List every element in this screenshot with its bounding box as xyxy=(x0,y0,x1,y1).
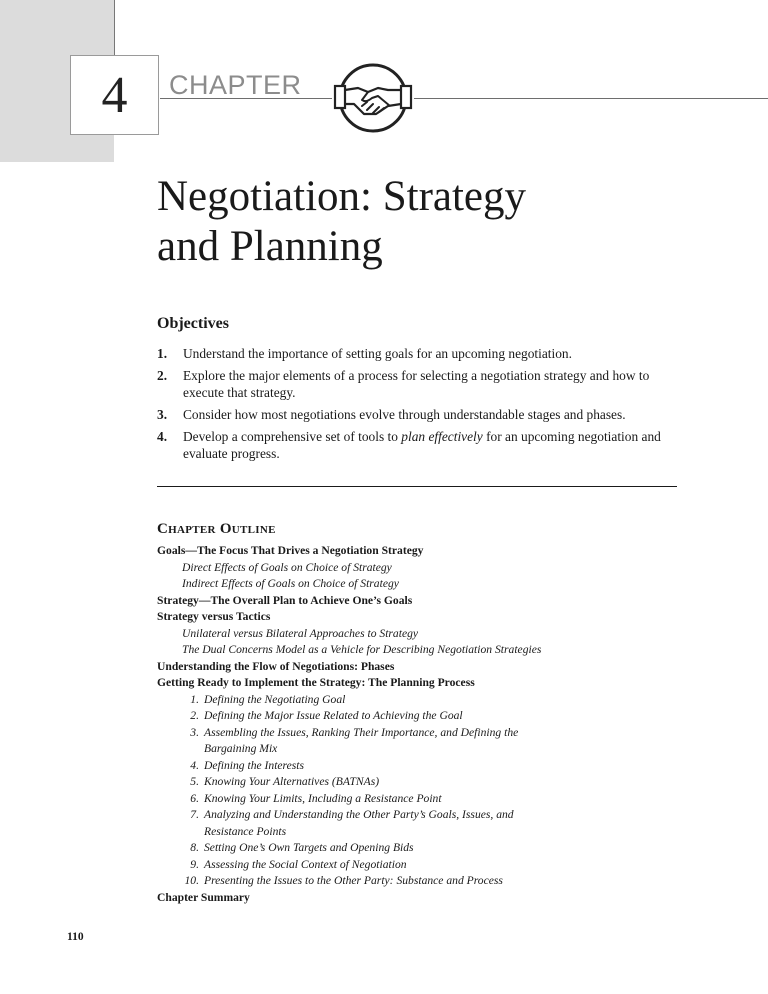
outline-item-number: 8. xyxy=(190,841,199,854)
chapter-number-box xyxy=(70,55,159,135)
outline-numbered-item xyxy=(157,692,717,709)
objective-text: Consider how most negotiations evolve through understandable stages and phases. xyxy=(183,407,626,422)
outline-item-text: Knowing Your Limits, Including a Resistance Point xyxy=(204,791,442,805)
objective-number: 1. xyxy=(157,346,168,361)
handshake-icon xyxy=(332,62,414,134)
outline-numbered-item xyxy=(157,807,717,840)
objective-text-part: Develop a comprehensive set of tools to xyxy=(183,429,402,444)
objective-number: 4. xyxy=(157,429,168,444)
chapter-title-line-2: and Planning xyxy=(157,223,383,270)
objective-text-emphasis: plan effectively xyxy=(401,429,483,444)
page-number: 110 xyxy=(67,931,84,943)
outline-numbered-item xyxy=(157,873,717,890)
outline-numbered-item xyxy=(157,708,717,725)
outline-section-item: Getting Ready to Implement the Strategy: The Planning Process xyxy=(157,676,475,689)
outline-item-text: Assembling the Issues, Ranking Their Importance, and Defining the Bargaining Mix xyxy=(204,725,519,755)
outline-item-number: 1. xyxy=(190,692,199,706)
chapter-number: 4 xyxy=(101,66,128,124)
outline-subsection-item: Indirect Effects of Goals on Choice of Strategy xyxy=(182,577,399,590)
outline-numbered-item xyxy=(157,725,717,758)
objectives-list xyxy=(157,345,677,467)
outline-section-item: Chapter Summary xyxy=(157,890,250,904)
objective-item xyxy=(157,367,677,401)
header-vertical-rule xyxy=(114,0,115,56)
outline-numbered-item xyxy=(157,758,717,775)
chapter-outline-heading: Chapter Outline xyxy=(157,521,276,537)
outline-item-number: 5. xyxy=(190,775,199,788)
objective-text: Understand the importance of setting goals for an upcoming negotiation. xyxy=(183,346,572,361)
chapter-title-line-1: Negotiation: Strategy xyxy=(157,173,527,220)
objective-item xyxy=(157,345,677,362)
objective-number: 2. xyxy=(157,368,168,383)
outline-item-number: 6. xyxy=(190,791,199,805)
outline-item-text: Defining the Negotiating Goal xyxy=(204,692,346,706)
outline-item-text: Knowing Your Alternatives (BATNAs) xyxy=(204,775,380,788)
objective-text: Explore the major elements of a process for selecting a negotiation strategy and how to execute that strategy. xyxy=(183,368,650,400)
objectives-heading: Objectives xyxy=(157,315,229,332)
objective-item xyxy=(157,428,677,462)
outline-item-text: Setting One’s Own Targets and Opening Bids xyxy=(204,841,414,854)
outline-section-item: Understanding the Flow of Negotiations: Phases xyxy=(157,659,395,673)
outline-subsection-item: Unilateral versus Bilateral Approaches to Strategy xyxy=(182,626,419,640)
outline-item-number: 9. xyxy=(190,857,199,871)
outline-section-item: Strategy—The Overall Plan to Achieve One’s Goals xyxy=(157,593,413,607)
outline-numbered-item xyxy=(157,791,717,808)
objective-text xyxy=(183,428,677,462)
objective-number: 3. xyxy=(157,407,168,422)
chapter-outline xyxy=(157,543,717,906)
outline-numbered-item xyxy=(157,857,717,874)
outline-subsection-item: The Dual Concerns Model as a Vehicle for Describing Negotiation Strategies xyxy=(182,643,542,656)
outline-item-text: Presenting the Issues to the Other Party: Substance and Process xyxy=(204,874,503,887)
outline-item-text: Analyzing and Understanding the Other Party’s Goals, Issues, and Resistance Points xyxy=(204,808,514,838)
outline-item-number: 7. xyxy=(190,808,199,821)
chapter-title xyxy=(157,172,526,272)
outline-item-number: 2. xyxy=(190,709,199,722)
outline-item-text: Defining the Interests xyxy=(204,758,305,772)
objective-text-part: for an upcoming negotiation and evaluate progress. xyxy=(183,429,661,461)
section-divider xyxy=(157,486,677,487)
outline-section-item: Strategy versus Tactics xyxy=(157,610,271,623)
outline-numbered-item xyxy=(157,840,717,857)
outline-item-number: 10. xyxy=(184,874,199,887)
outline-section-item: Goals—The Focus That Drives a Negotiation Strategy xyxy=(157,544,424,557)
outline-item-text: Defining the Major Issue Related to Achieving the Goal xyxy=(204,709,463,722)
outline-numbered-item xyxy=(157,774,717,791)
outline-item-text: Assessing the Social Context of Negotiation xyxy=(204,857,407,871)
outline-item-number: 4. xyxy=(190,758,199,772)
outline-subsection-item: Direct Effects of Goals on Choice of Strategy xyxy=(182,560,392,574)
outline-item-number: 3. xyxy=(190,725,199,739)
objective-item xyxy=(157,406,677,423)
chapter-label: CHAPTER xyxy=(169,70,302,100)
